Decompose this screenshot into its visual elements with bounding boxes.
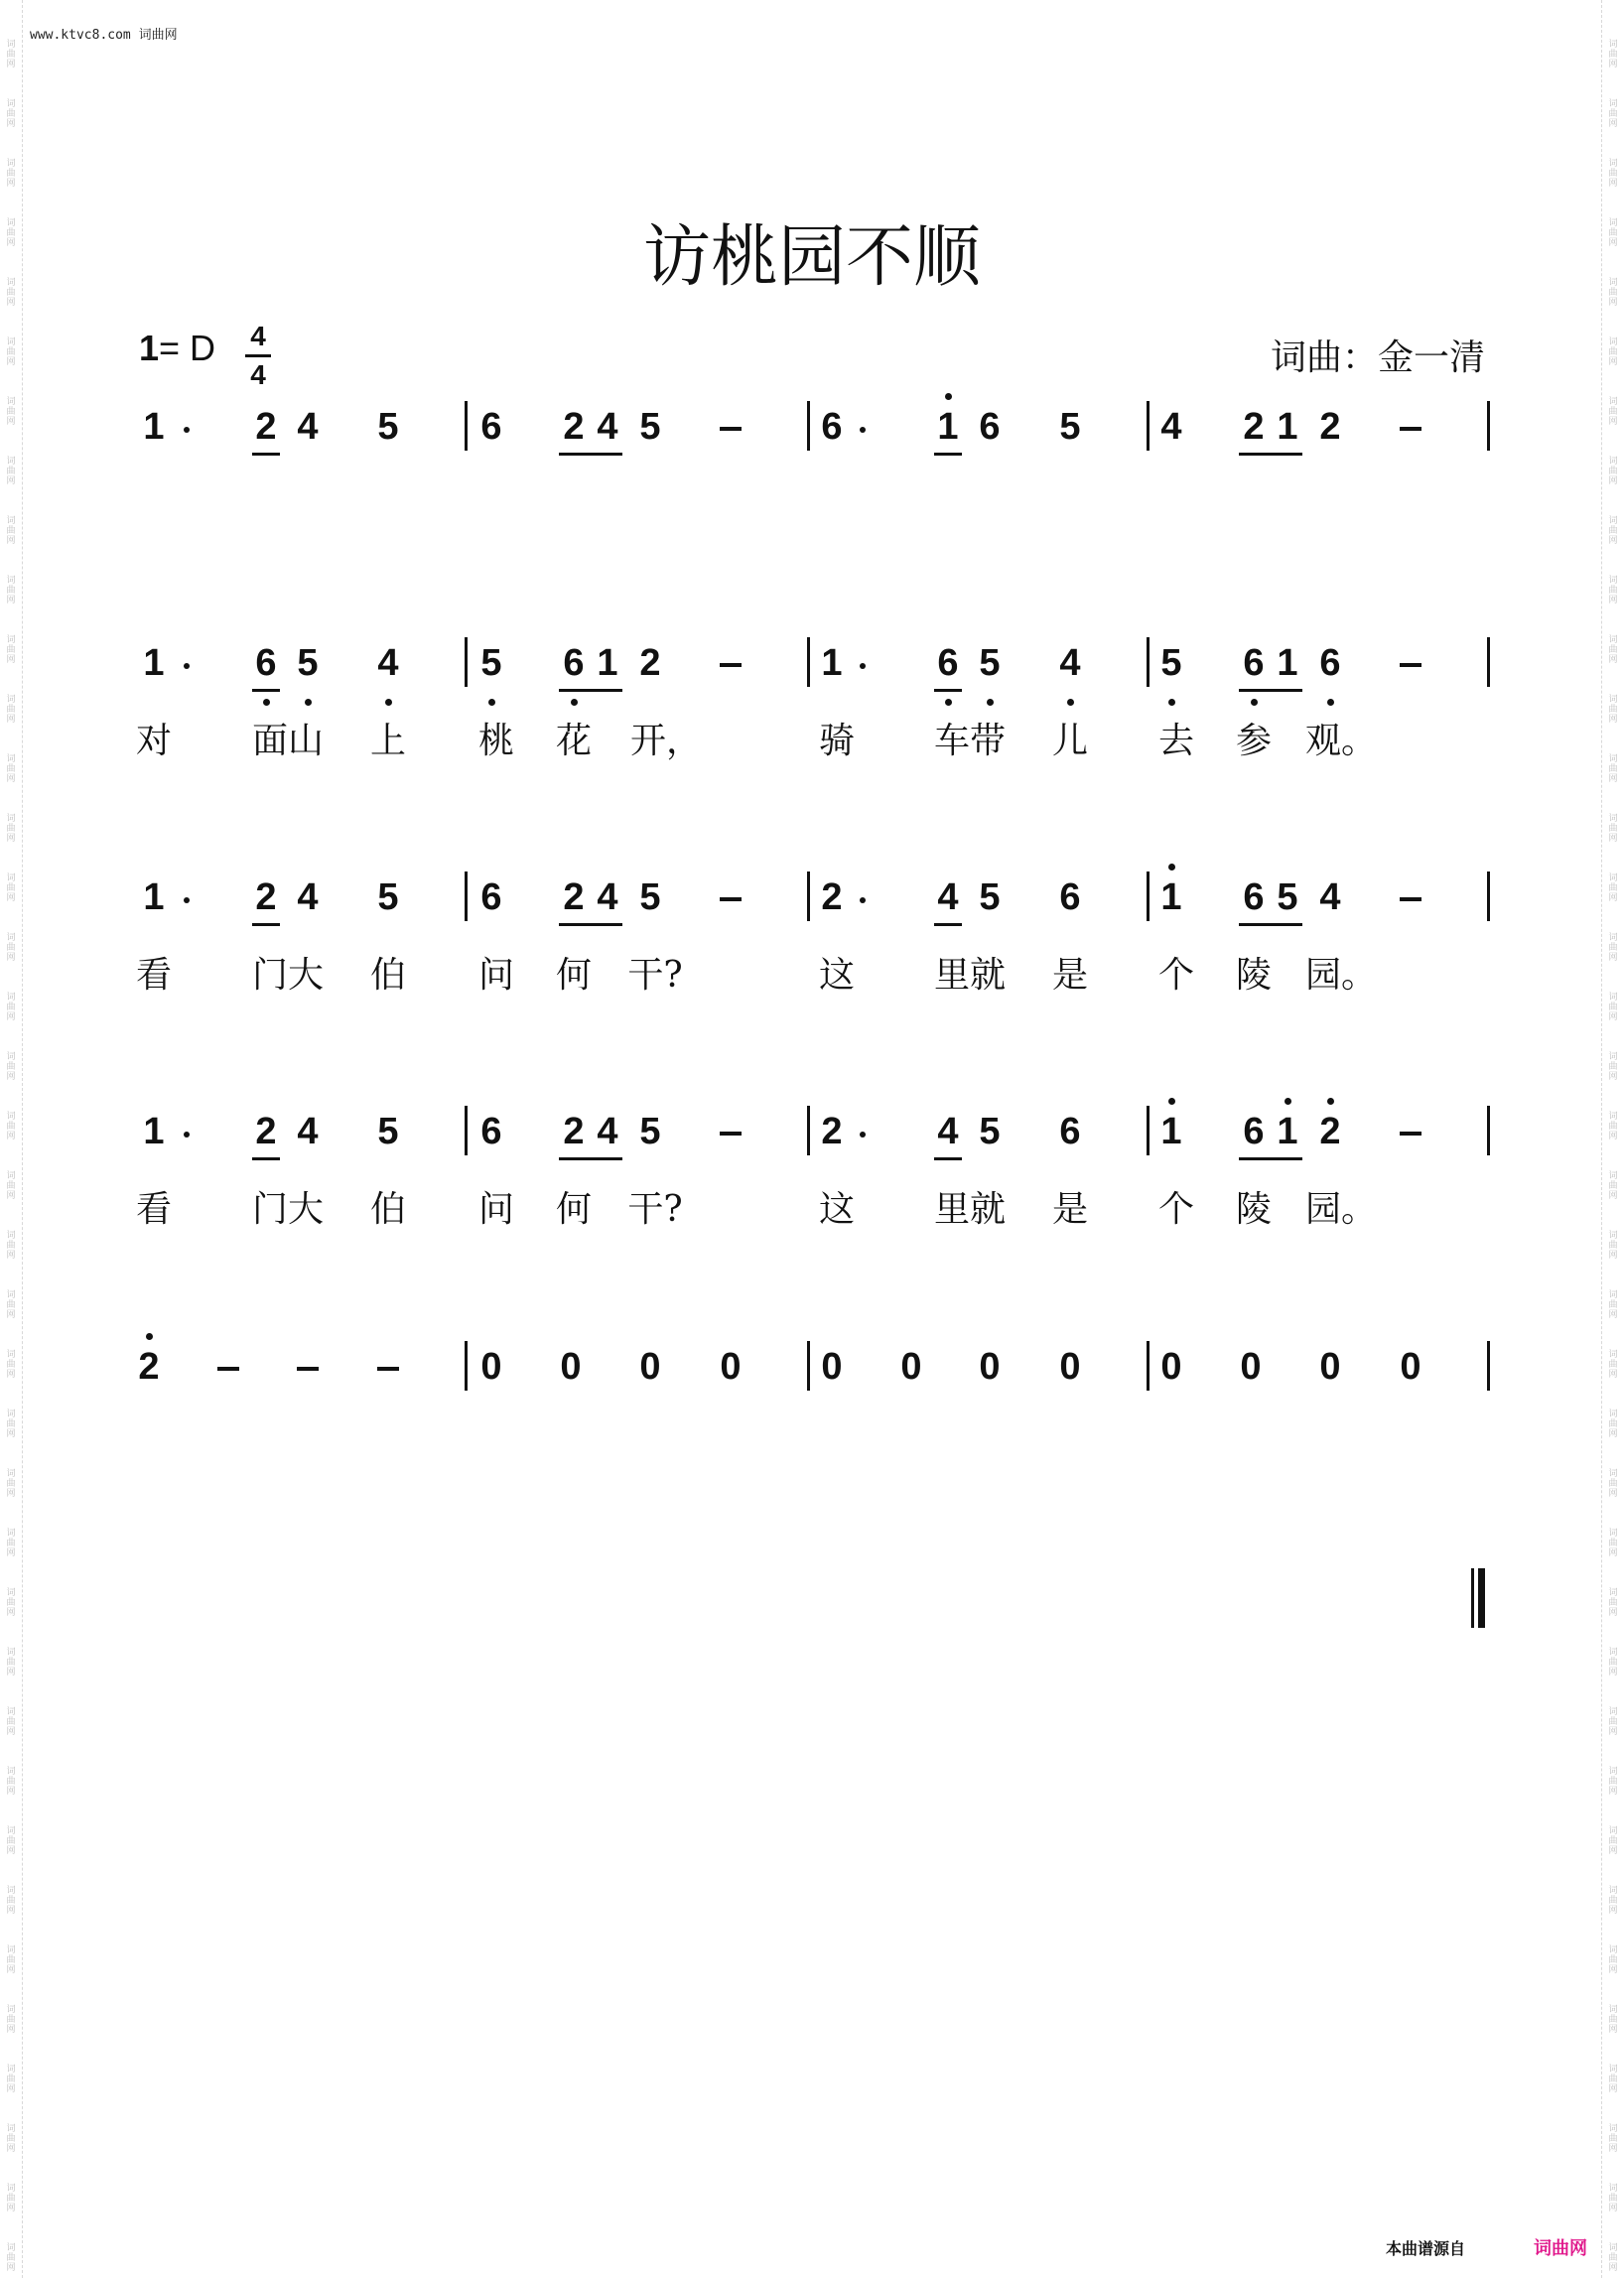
hold-dash — [720, 427, 742, 431]
lyric: 面山 — [251, 721, 324, 761]
note: 2 — [255, 876, 277, 918]
lyric: 花 — [555, 721, 592, 761]
note-low: 4 — [368, 643, 408, 683]
watermark-text: 词 曲 网 — [1608, 2243, 1618, 2273]
note-high: 1 — [1151, 877, 1191, 917]
lyric: 去 — [1157, 721, 1194, 761]
note: 5 — [377, 876, 399, 918]
rest: 0 — [639, 1346, 661, 1388]
lyric: 园。 — [1305, 1189, 1378, 1230]
lyric: 何 — [555, 955, 592, 996]
watermark-text: 词 曲 网 — [1608, 2184, 1618, 2213]
watermark-text: 词 曲 网 — [6, 1231, 16, 1261]
lyric: 门大 — [251, 955, 324, 996]
watermark-text: 词 曲 网 — [6, 2184, 16, 2213]
lyric: 问 — [477, 1189, 514, 1230]
lyric: 开， — [630, 721, 703, 761]
watermark-text: 词 曲 网 — [1608, 218, 1618, 248]
watermark-text: 词 曲 网 — [1608, 1648, 1618, 1677]
watermark-text: 词 曲 网 — [6, 278, 16, 308]
hold-dash — [1400, 1132, 1421, 1136]
eighth-beam — [559, 1157, 622, 1160]
watermark-text: 词 曲 网 — [1608, 1409, 1618, 1439]
watermark-text: 词 曲 网 — [6, 1171, 16, 1201]
lyric: 骑 — [818, 721, 855, 761]
note: 2 — [821, 876, 843, 918]
note: 1 — [1277, 406, 1298, 448]
lyric: 是 — [1051, 955, 1088, 996]
note: 1 — [143, 406, 165, 448]
watermark-text: 词 曲 网 — [6, 933, 16, 963]
watermark-text: 词 曲 网 — [6, 1767, 16, 1797]
key-label: = D — [159, 328, 216, 368]
rest: 0 — [1240, 1346, 1262, 1388]
eighth-beam — [1239, 689, 1302, 692]
watermark-text: 词 曲 网 — [1608, 576, 1618, 605]
watermark-text: 词 曲 网 — [6, 2124, 16, 2154]
watermark-text: 词 曲 网 — [1608, 1231, 1618, 1261]
watermark-text: 词 曲 网 — [1608, 278, 1618, 308]
watermark-text: 词 曲 网 — [6, 159, 16, 189]
note: 2 — [821, 1111, 843, 1152]
barline — [807, 401, 810, 451]
note-high: 2 — [129, 1347, 169, 1387]
site-url: www.ktvc8.com 词曲网 — [30, 28, 178, 43]
note-high: 2 — [1310, 1112, 1350, 1151]
key-signature — [139, 328, 215, 369]
watermark-text: 词 曲 网 — [1608, 1767, 1618, 1797]
score-line-1 — [0, 407, 1624, 486]
note-high: 1 — [928, 407, 968, 447]
note: 2 — [255, 1111, 277, 1152]
hold-dash — [720, 663, 742, 667]
rest: 0 — [821, 1346, 843, 1388]
lyric: 里就 — [933, 955, 1006, 996]
watermark-text: 词 曲 网 — [6, 397, 16, 427]
watermark-text: 词 曲 网 — [6, 1886, 16, 1916]
barline — [807, 871, 810, 921]
watermark-text: 词 曲 网 — [6, 2005, 16, 2035]
watermark-text: 词 曲 网 — [1608, 516, 1618, 546]
rest: 0 — [560, 1346, 582, 1388]
note: 1 — [597, 642, 618, 684]
rest: 0 — [900, 1346, 922, 1388]
watermark-text: 词 曲 网 — [6, 873, 16, 903]
eighth-beam — [1239, 453, 1302, 456]
note: 2 — [639, 642, 661, 684]
eighth-beam — [252, 453, 280, 456]
note: 2 — [563, 406, 585, 448]
barline — [1487, 401, 1490, 451]
note: 4 — [297, 1111, 319, 1152]
note-low: 6 — [246, 643, 286, 683]
watermark-text: 词 曲 网 — [6, 695, 16, 725]
eighth-beam — [934, 923, 962, 926]
lyric: 对 — [135, 721, 172, 761]
watermark-text: 词 曲 网 — [6, 1529, 16, 1558]
score-line-4 — [0, 1111, 1624, 1230]
note: 5 — [377, 406, 399, 448]
note: 4 — [1160, 406, 1182, 448]
note: 1 — [143, 642, 165, 684]
barline — [465, 401, 468, 451]
rest: 0 — [480, 1346, 502, 1388]
eighth-beam — [934, 689, 962, 692]
note: 2 — [563, 876, 585, 918]
lyric: 伯 — [369, 955, 406, 996]
watermark-text: 词 曲 网 — [1608, 2005, 1618, 2035]
watermark-text: 词 曲 网 — [6, 1052, 16, 1082]
watermark-text: 词 曲 网 — [6, 40, 16, 69]
barline — [465, 637, 468, 687]
song-title: 访桃园不顺 — [642, 218, 981, 297]
note: 5 — [1059, 406, 1081, 448]
watermark-text: 词 曲 网 — [1608, 40, 1618, 69]
composer-credit: 词曲：金一清 — [1270, 337, 1485, 378]
lyric: 是 — [1051, 1189, 1088, 1230]
watermark-text: 词 曲 网 — [1608, 99, 1618, 129]
lyric: 桃 — [477, 721, 514, 761]
lyric: 车带 — [933, 721, 1006, 761]
watermark-text: 词 曲 网 — [1608, 993, 1618, 1022]
watermark-text: 词 曲 网 — [1608, 1588, 1618, 1618]
eighth-beam — [934, 1157, 962, 1160]
barline — [1487, 637, 1490, 687]
eighth-beam — [559, 453, 622, 456]
note: 4 — [597, 1111, 618, 1152]
note: 6 — [1059, 876, 1081, 918]
time-signature-divider — [245, 354, 271, 357]
final-barline — [1471, 1568, 1485, 1628]
note: 6 — [821, 406, 843, 448]
lyric: 参 — [1235, 721, 1272, 761]
barline — [807, 1341, 810, 1391]
watermark-text: 词 曲 网 — [1608, 1826, 1618, 1856]
note: 6 — [979, 406, 1001, 448]
hold-dash — [1400, 897, 1421, 901]
watermark-text: 词 曲 网 — [1608, 1945, 1618, 1975]
watermark-text: 词 曲 网 — [6, 1826, 16, 1856]
hold-dash — [217, 1367, 239, 1371]
watermark-text: 词 曲 网 — [1608, 397, 1618, 427]
note: 2 — [255, 406, 277, 448]
barline — [1487, 1341, 1490, 1391]
note: 5 — [979, 876, 1001, 918]
lyric: 看 — [135, 955, 172, 996]
watermark-text: 词 曲 网 — [1608, 2124, 1618, 2154]
time-signature-bottom: 4 — [250, 359, 266, 390]
note-high: 1 — [1268, 1112, 1307, 1151]
note: 1 — [1277, 642, 1298, 684]
watermark-text: 词 曲 网 — [6, 2243, 16, 2273]
watermark-text: 词 曲 网 — [6, 993, 16, 1022]
barline — [1487, 871, 1490, 921]
eighth-beam — [559, 923, 622, 926]
barline — [807, 637, 810, 687]
barline — [1147, 1341, 1150, 1391]
watermark-text: 词 曲 网 — [6, 337, 16, 367]
footer-source-label: 本曲谱源自 — [1386, 2239, 1466, 2258]
watermark-text: 词 曲 网 — [1608, 873, 1618, 903]
note: 6 — [480, 1111, 502, 1152]
time-signature-top: 4 — [250, 321, 266, 351]
watermark-text: 词 曲 网 — [1608, 1529, 1618, 1558]
watermark-text: 词 曲 网 — [6, 1707, 16, 1737]
rest: 0 — [1160, 1346, 1182, 1388]
note: 1 — [143, 876, 165, 918]
lyric: 儿 — [1051, 721, 1088, 761]
note: 6 — [480, 406, 502, 448]
note: 4 — [597, 406, 618, 448]
watermark-text: 词 曲 网 — [1608, 2065, 1618, 2094]
watermark-text: 词 曲 网 — [6, 635, 16, 665]
footer-site-link[interactable]: 词曲网 — [1534, 2238, 1587, 2259]
watermark-text: 词 曲 网 — [1608, 695, 1618, 725]
rest: 0 — [720, 1346, 742, 1388]
eighth-beam — [252, 923, 280, 926]
barline — [1147, 401, 1150, 451]
watermark-text: 词 曲 网 — [6, 218, 16, 248]
eighth-beam — [1239, 923, 1302, 926]
note-low: 5 — [472, 643, 511, 683]
watermark-text: 词 曲 网 — [1608, 337, 1618, 367]
watermark-text: 词 曲 网 — [6, 1350, 16, 1380]
eighth-beam — [1239, 1157, 1302, 1160]
watermark-text: 词 曲 网 — [6, 576, 16, 605]
note: 1 — [143, 1111, 165, 1152]
lyric: 这 — [818, 955, 855, 996]
eighth-beam — [252, 689, 280, 692]
watermark-text: 词 曲 网 — [6, 1290, 16, 1320]
key-tonic: 1 — [139, 328, 160, 368]
lyric: 门大 — [251, 1189, 324, 1230]
lyric: 干? — [627, 955, 683, 996]
note: 5 — [377, 1111, 399, 1152]
hold-dash — [1400, 663, 1421, 667]
lyric: 伯 — [369, 1189, 406, 1230]
barline — [1487, 1106, 1490, 1155]
watermark-text: 词 曲 网 — [6, 1469, 16, 1499]
watermark-text: 词 曲 网 — [6, 2065, 16, 2094]
watermark-text: 词 曲 网 — [6, 1409, 16, 1439]
watermark-text: 词 曲 网 — [1608, 159, 1618, 189]
watermark-text: 词 曲 网 — [6, 457, 16, 486]
lyric: 何 — [555, 1189, 592, 1230]
note-low: 6 — [554, 643, 594, 683]
note-low: 5 — [970, 643, 1010, 683]
hold-dash — [1400, 427, 1421, 431]
score-line-2 — [0, 642, 1624, 761]
note: 6 — [1243, 1111, 1265, 1152]
barline — [807, 1106, 810, 1155]
lyric: 个 — [1157, 955, 1194, 996]
lyric: 里就 — [933, 1189, 1006, 1230]
lyric: 问 — [477, 955, 514, 996]
note: 2 — [1243, 406, 1265, 448]
watermark-text: 词 曲 网 — [6, 516, 16, 546]
watermark-text: 词 曲 网 — [1608, 1469, 1618, 1499]
note: 4 — [937, 1111, 959, 1152]
watermark-text: 词 曲 网 — [6, 814, 16, 844]
eighth-beam — [559, 689, 622, 692]
note: 6 — [1059, 1111, 1081, 1152]
lyric: 这 — [818, 1189, 855, 1230]
barline — [465, 1341, 468, 1391]
barline — [1147, 1106, 1150, 1155]
barline — [465, 1106, 468, 1155]
rest: 0 — [1400, 1346, 1421, 1388]
note: 5 — [979, 1111, 1001, 1152]
note: 2 — [1319, 406, 1341, 448]
note: 4 — [297, 406, 319, 448]
hold-dash — [297, 1367, 319, 1371]
lyric: 干? — [627, 1189, 683, 1230]
note-low: 6 — [1310, 643, 1350, 683]
note-low: 6 — [1234, 643, 1274, 683]
rest: 0 — [979, 1346, 1001, 1388]
watermark-text: 词 曲 网 — [1608, 1171, 1618, 1201]
score-line-5 — [0, 1347, 1624, 1426]
eighth-beam — [934, 453, 962, 456]
watermark-text: 词 曲 网 — [1608, 1707, 1618, 1737]
lyric: 观。 — [1305, 721, 1378, 761]
watermark-text: 词 曲 网 — [1608, 1886, 1618, 1916]
watermark-text: 词 曲 网 — [6, 1588, 16, 1618]
watermark-text: 词 曲 网 — [1608, 1290, 1618, 1320]
note-low: 5 — [1151, 643, 1191, 683]
note: 6 — [1243, 876, 1265, 918]
note: 2 — [563, 1111, 585, 1152]
lyric: 陵 — [1235, 955, 1272, 996]
barline — [1147, 637, 1150, 687]
note: 4 — [937, 876, 959, 918]
note: 5 — [1277, 876, 1298, 918]
watermark-text: 词 曲 网 — [6, 99, 16, 129]
lyric: 上 — [369, 721, 406, 761]
note: 1 — [821, 642, 843, 684]
barline — [1147, 871, 1150, 921]
lyric: 园。 — [1305, 955, 1378, 996]
note: 4 — [1319, 876, 1341, 918]
lyric: 看 — [135, 1189, 172, 1230]
note-high: 1 — [1151, 1112, 1191, 1151]
watermark-text: 词 曲 网 — [1608, 1112, 1618, 1141]
score-line-3 — [0, 876, 1624, 996]
watermark-text: 词 曲 网 — [6, 1648, 16, 1677]
watermark-text: 词 曲 网 — [1608, 635, 1618, 665]
time-signature — [243, 320, 273, 392]
note: 6 — [480, 876, 502, 918]
lyric: 个 — [1157, 1189, 1194, 1230]
watermark-text: 词 曲 网 — [6, 754, 16, 784]
rest: 0 — [1319, 1346, 1341, 1388]
note: 5 — [639, 876, 661, 918]
hold-dash — [377, 1367, 399, 1371]
watermark-text: 词 曲 网 — [1608, 1052, 1618, 1082]
barline — [465, 871, 468, 921]
note-low: 6 — [928, 643, 968, 683]
rest: 0 — [1059, 1346, 1081, 1388]
watermark-text: 词 曲 网 — [1608, 933, 1618, 963]
note: 4 — [597, 876, 618, 918]
note-low: 5 — [288, 643, 328, 683]
note-low: 4 — [1050, 643, 1090, 683]
lyric: 陵 — [1235, 1189, 1272, 1230]
note: 5 — [639, 406, 661, 448]
note: 5 — [639, 1111, 661, 1152]
watermark-text: 词 曲 网 — [6, 1945, 16, 1975]
watermark-text: 词 曲 网 — [1608, 1350, 1618, 1380]
eighth-beam — [252, 1157, 280, 1160]
hold-dash — [720, 1132, 742, 1136]
watermark-text: 词 曲 网 — [6, 1112, 16, 1141]
watermark-text: 词 曲 网 — [1608, 814, 1618, 844]
hold-dash — [720, 897, 742, 901]
watermark-text: 词 曲 网 — [1608, 754, 1618, 784]
watermark-text: 词 曲 网 — [1608, 457, 1618, 486]
note: 4 — [297, 876, 319, 918]
